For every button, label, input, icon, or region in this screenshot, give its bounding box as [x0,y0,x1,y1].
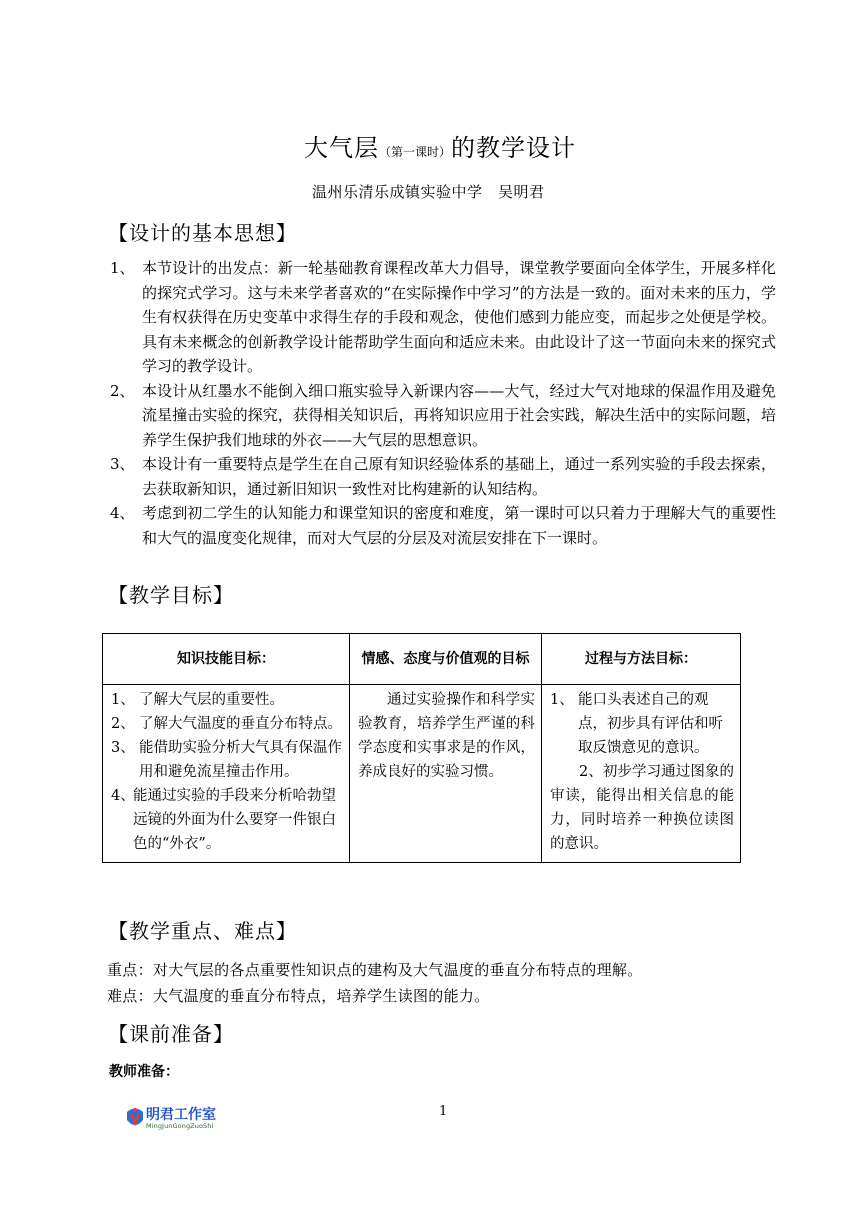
section-heading-prep: 【课前准备】 [108,1022,234,1046]
key-point-focus: 重点：对大气层的各点重要性知识点的建构及大气温度的垂直分布特点的理解。 [107,961,643,979]
header-knowledge: 知识技能目标： [103,634,350,685]
list-item: 3、 能借助实验分析大气具有保温作用和避免流星撞击作用。 [111,740,342,780]
logo-mark-icon [124,1106,146,1132]
idea-list [104,256,776,550]
logo-text: 明君工作室 [146,1107,216,1123]
section-heading-idea: 【设计的基本思想】 [108,221,297,245]
author-line: 温州乐清乐成镇实验中学 吴明君 [312,183,545,201]
list-item: 2、 本设计从红墨水不能倒入细口瓶实验导入新课内容——大气，经过大气对地球的保温作用及避免流星撞击实验的探究，获得相关知识后，再将知识应用于社会实践，解决生活中的实际问题，培养学生保护我们地球的外衣——大气层的思想意识。 [110,381,776,449]
studio-logo [124,1104,219,1134]
list-item: 1、 了解大气层的重要性。 [111,692,284,708]
list-item: 2、 了解大气温度的垂直分布特点。 [111,716,342,732]
title-end: 的教学设计 [451,134,576,162]
section-heading-goals: 【教学目标】 [108,583,234,607]
title-sub: （第一课时） [378,145,451,159]
goals-table [102,633,741,863]
page-title [0,128,860,163]
list-item: 1、 本节设计的出发点：新一轮基础教育课程改革大力倡导，课堂教学要面向全体学生，开展多样化的探究式学习。这与未来学者喜欢的“在实际操作中学习”的方法是一致的。面对未来的压力，学生有权获得在历史变革中求得生存的手段和观念，使他们感到力能应变，而起步之处便是学校。具有未来概念的创新教学设计能帮助学生面向和适应未来。由此设计了这一节面向未来的探究式学习的教学设计。 [110,259,776,375]
table-row [103,685,741,863]
title-main: 大气层 [303,134,379,162]
list-item: 4、 考虑到初二学生的认知能力和课堂知识的密度和难度，第一课时可以只着力于理解大气的重要性和大气的温度变化规律，而对大气层的分层及对流层安排在下一课时。 [110,504,776,547]
process-cell [542,685,741,863]
teacher-prep-label: 教师准备： [109,1064,179,1080]
attitude-cell: 通过实验操作和科学实验教育，培养学生严谨的科学态度和实事求是的作风，养成良好的实验习惯。 [350,685,542,863]
key-point-difficulty: 难点：大气温度的垂直分布特点，培养学生读图的能力。 [107,987,490,1005]
table-header-row [103,634,741,685]
list-item: 1、 能口头表述自己的观点，初步具有评估和听取反馈意见的意识。 [550,692,723,756]
page-number: 1 [439,1104,448,1119]
header-attitude: 情感、态度与价值观的目标 [350,634,542,685]
knowledge-cell [103,685,350,863]
list-item: 3、 本设计有一重要特点是学生在自己原有知识经验体系的基础上，通过一系列实验的手段去探索，去获取新知识，通过新旧知识一致性对比构建新的认知结构。 [110,455,776,498]
header-process: 过程与方法目标： [542,634,741,685]
section-heading-key: 【教学重点、难点】 [108,919,297,943]
list-item: 2、初步学习通过图象的审读，能得出相关信息的能力，同时培养一种换位读图的意识。 [550,764,734,852]
logo-subtext: MingJunGongZuoShi [146,1122,214,1130]
list-item: 4、 能通过实验的手段来分析哈勃望远镜的外面为什么要穿一件银白色的“外衣”。 [111,788,336,852]
